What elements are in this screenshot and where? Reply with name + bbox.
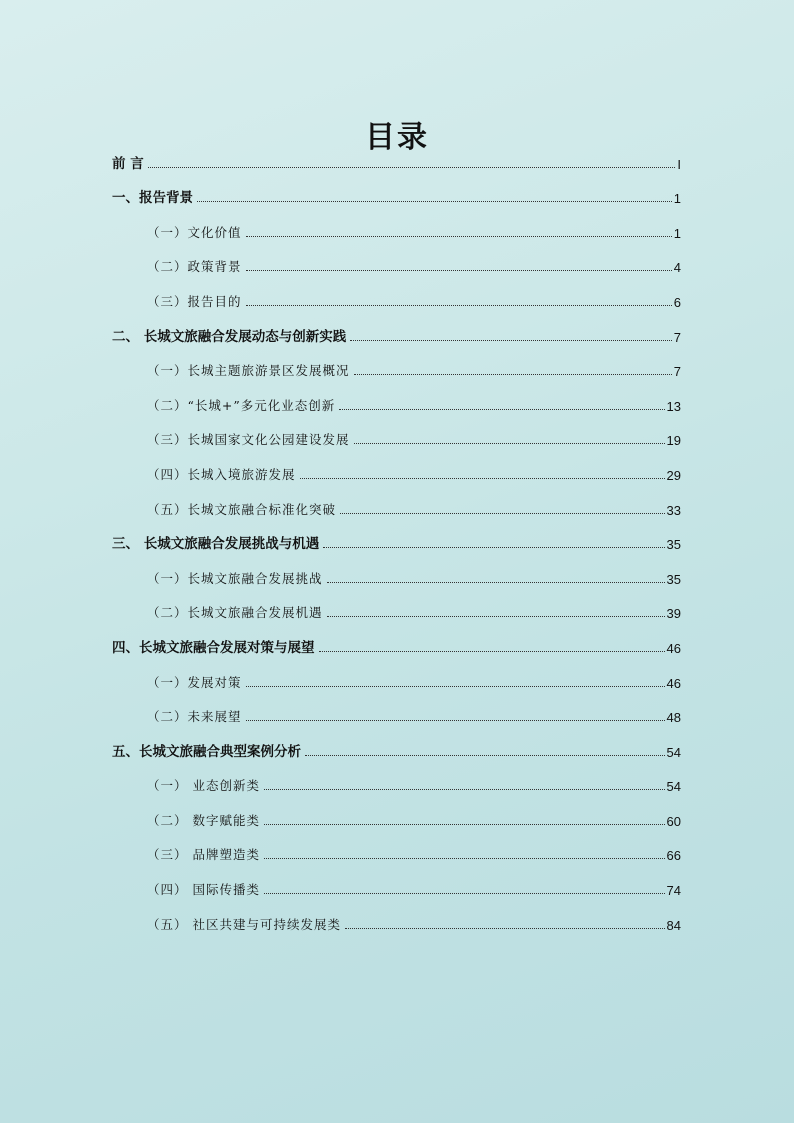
toc-chapter-entry[interactable] xyxy=(112,729,681,764)
toc-page-number: 13 xyxy=(666,398,681,414)
toc-dot-leader xyxy=(264,823,665,825)
toc-dot-leader xyxy=(340,512,665,514)
toc-section-entry[interactable] xyxy=(112,452,681,487)
toc-page-number: 29 xyxy=(666,467,681,483)
toc-page-number: 4 xyxy=(673,260,681,276)
toc-entry-label: （三）长城国家文化公园建设发展 xyxy=(147,432,350,448)
toc-section-entry[interactable] xyxy=(112,279,681,314)
toc-page-number: 60 xyxy=(666,813,681,829)
toc-page-number: 54 xyxy=(666,744,681,760)
toc-section-entry[interactable] xyxy=(112,349,681,384)
toc-dot-leader xyxy=(148,166,676,168)
toc-page-number: 39 xyxy=(666,606,681,622)
toc-chapter-entry[interactable] xyxy=(112,625,681,660)
toc-section-entry[interactable] xyxy=(112,798,681,833)
toc-entry-label: （一）长城主题旅游景区发展概况 xyxy=(147,363,350,379)
toc-dot-leader xyxy=(246,685,665,687)
toc-page-number: 66 xyxy=(666,848,681,864)
toc-section-entry[interactable] xyxy=(112,556,681,591)
toc-page-number: 7 xyxy=(673,364,681,380)
toc-entry-label: （一） 业态创新类 xyxy=(147,778,260,794)
toc-page-number: 84 xyxy=(666,917,681,933)
toc-entry-label: 前 言 xyxy=(112,155,144,172)
toc-dot-leader xyxy=(246,719,665,721)
toc-dot-leader xyxy=(327,615,665,617)
toc-dot-leader xyxy=(246,235,672,237)
toc-dot-leader xyxy=(264,857,665,859)
toc-entry-label: 五、长城文旅融合典型案例分析 xyxy=(112,743,301,760)
toc-dot-leader xyxy=(319,650,665,652)
toc-page-number: 46 xyxy=(666,675,681,691)
toc-entry-label: （二）政策背景 xyxy=(147,259,242,275)
toc-page-number: 33 xyxy=(666,502,681,518)
toc-page-number: 6 xyxy=(673,294,681,310)
toc-entry-label: （三） 品牌塑造类 xyxy=(147,847,260,863)
table-of-contents xyxy=(112,141,681,937)
toc-page-number: 35 xyxy=(666,571,681,587)
toc-chapter-entry[interactable] xyxy=(112,141,681,176)
toc-section-entry[interactable] xyxy=(112,383,681,418)
toc-dot-leader xyxy=(327,581,665,583)
toc-entry-label: （二）长城文旅融合发展机遇 xyxy=(147,605,323,621)
toc-section-entry[interactable] xyxy=(112,210,681,245)
toc-chapter-entry[interactable] xyxy=(112,522,681,557)
toc-entry-label: （三）报告目的 xyxy=(147,293,242,309)
toc-dot-leader xyxy=(354,442,665,444)
toc-dot-leader xyxy=(300,477,665,479)
toc-dot-leader xyxy=(323,546,664,548)
toc-entry-label: 一、报告背景 xyxy=(112,190,193,207)
toc-dot-leader xyxy=(246,304,672,306)
toc-dot-leader xyxy=(350,339,672,341)
toc-section-entry[interactable] xyxy=(112,867,681,902)
toc-page-number: I xyxy=(677,156,681,172)
toc-entry-label: （二） 数字赋能类 xyxy=(147,812,260,828)
toc-entry-label: （一）长城文旅融合发展挑战 xyxy=(147,570,323,586)
toc-page-number: 19 xyxy=(666,433,681,449)
page-title: 目录 xyxy=(365,120,429,156)
toc-section-entry[interactable] xyxy=(112,487,681,522)
toc-dot-leader xyxy=(264,788,665,790)
toc-section-entry[interactable] xyxy=(112,695,681,730)
toc-page-number: 1 xyxy=(673,191,681,207)
toc-section-entry[interactable] xyxy=(112,833,681,868)
toc-section-entry[interactable] xyxy=(112,591,681,626)
toc-page-number: 7 xyxy=(673,329,681,345)
toc-section-entry[interactable] xyxy=(112,245,681,280)
toc-page-number: 1 xyxy=(673,225,681,241)
toc-entry-label: （二）“长城+”多元化业态创新 xyxy=(147,397,336,413)
toc-entry-label: （五）长城文旅融合标准化突破 xyxy=(147,501,337,517)
toc-entry-label: （一）文化价值 xyxy=(147,224,242,240)
toc-page-number: 74 xyxy=(666,883,681,899)
toc-entry-label: 二、 长城文旅融合发展动态与创新实践 xyxy=(112,328,347,345)
toc-entry-label: （一）发展对策 xyxy=(147,674,242,690)
toc-entry-label: 三、 长城文旅融合发展挑战与机遇 xyxy=(112,536,320,553)
toc-page-number: 48 xyxy=(666,710,681,726)
toc-dot-leader xyxy=(264,892,665,894)
toc-section-entry[interactable] xyxy=(112,660,681,695)
toc-entry-label: 四、长城文旅融合发展对策与展望 xyxy=(112,639,315,656)
toc-section-entry[interactable] xyxy=(112,418,681,453)
toc-section-entry[interactable] xyxy=(112,764,681,799)
toc-entry-label: （二）未来展望 xyxy=(147,709,242,725)
toc-dot-leader xyxy=(246,269,672,271)
toc-dot-leader xyxy=(345,927,665,929)
toc-section-entry[interactable] xyxy=(112,902,681,937)
toc-dot-leader xyxy=(354,373,672,375)
toc-page-number: 35 xyxy=(666,537,681,553)
toc-entry-label: （四）长城入境旅游发展 xyxy=(147,466,296,482)
toc-chapter-entry[interactable] xyxy=(112,176,681,211)
toc-page-number: 46 xyxy=(666,640,681,656)
toc-entry-label: （四） 国际传播类 xyxy=(147,882,260,898)
toc-page-number: 54 xyxy=(666,779,681,795)
toc-entry-label: （五） 社区共建与可持续发展类 xyxy=(147,916,341,932)
toc-dot-leader xyxy=(339,408,664,410)
toc-dot-leader xyxy=(305,754,665,756)
toc-chapter-entry[interactable] xyxy=(112,314,681,349)
toc-dot-leader xyxy=(197,200,672,202)
